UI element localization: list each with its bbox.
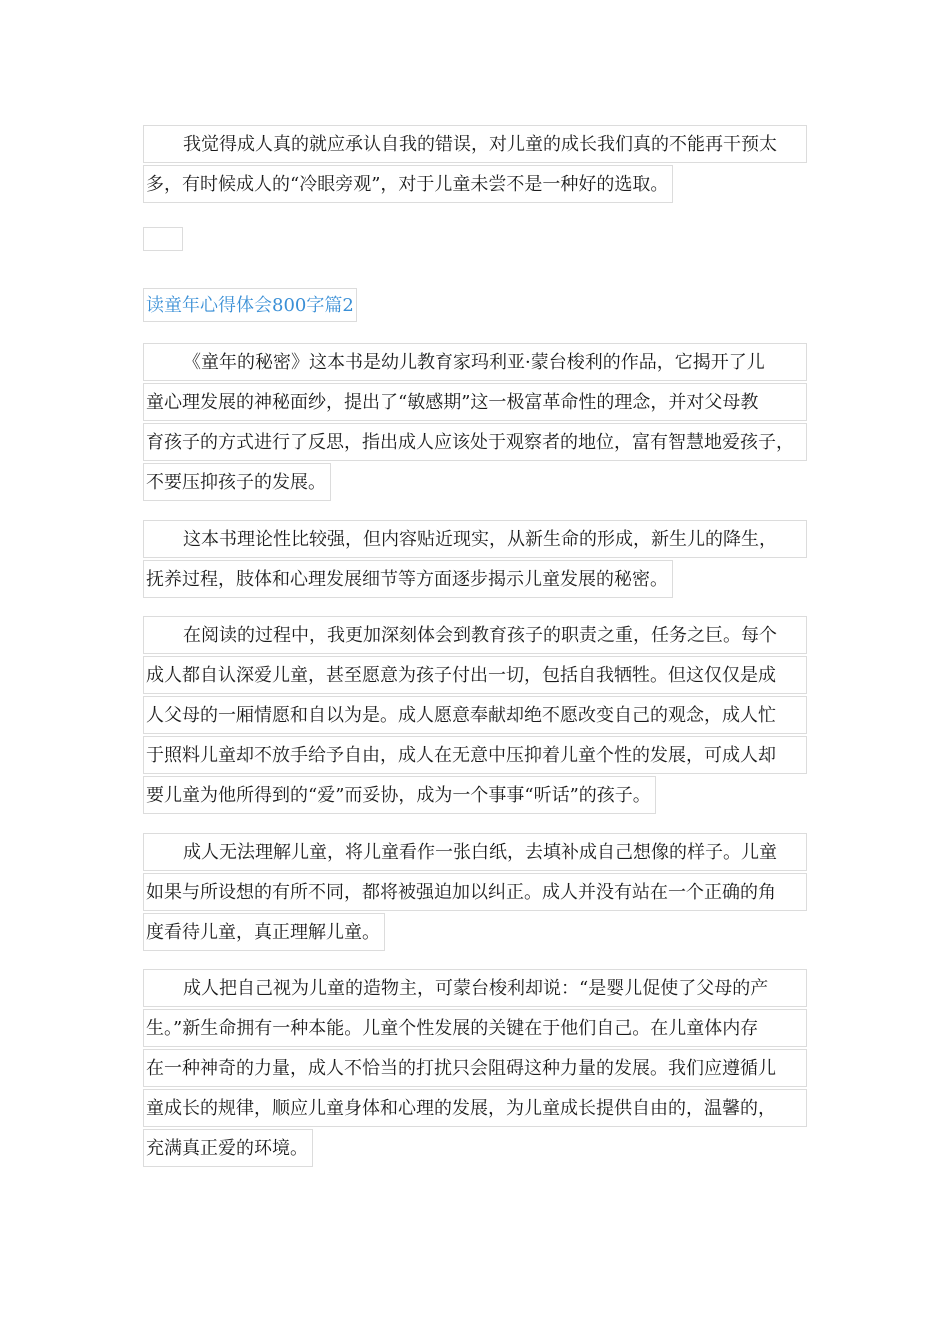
text-line: 童心理发展的神秘面纱，提出了“敏感期”这一极富革命性的理念，并对父母教 — [143, 383, 807, 421]
text-line: 充满真正爱的环境。 — [143, 1129, 313, 1167]
paragraph-5 — [143, 969, 807, 1173]
section-heading: 读童年心得体会800字篇2 — [143, 288, 357, 322]
paragraph-4 — [143, 833, 807, 957]
text-line: 生。”新生命拥有一种本能。儿童个性发展的关键在于他们自己。在儿童体内存 — [143, 1009, 807, 1047]
text-line: 我觉得成人真的就应承认自我的错误，对儿童的成长我们真的不能再干预太 — [143, 125, 807, 163]
text-line: 《童年的秘密》这本书是幼儿教育家玛利亚·蒙台梭利的作品，它揭开了儿 — [143, 343, 807, 381]
text-line: 成人把自己视为儿童的造物主，可蒙台梭利却说：“是婴儿促使了父母的产 — [143, 969, 807, 1007]
text-line: 度看待儿童，真正理解儿童。 — [143, 913, 385, 951]
paragraph-3 — [143, 616, 807, 820]
text-line: 成人都自认深爱儿童，甚至愿意为孩子付出一切，包括自我牺牲。但这仅仅是成 — [143, 656, 807, 694]
text-line: 人父母的一厢情愿和自以为是。成人愿意奉献却绝不愿改变自己的观念，成人忙 — [143, 696, 807, 734]
paragraph-2 — [143, 520, 807, 604]
text-line: 不要压抑孩子的发展。 — [143, 463, 331, 501]
text-line: 在阅读的过程中，我更加深刻体会到教育孩子的职责之重，任务之巨。每个 — [143, 616, 807, 654]
text-line: 抚养过程，肢体和心理发展细节等方面逐步揭示儿童发展的秘密。 — [143, 560, 673, 598]
text-line: 要儿童为他所得到的“爱”而妥协，成为一个事事“听话”的孩子。 — [143, 776, 656, 814]
empty-text-box — [143, 227, 183, 251]
paragraph-1 — [143, 343, 807, 507]
paragraph-intro — [143, 125, 807, 209]
text-line: 于照料儿童却不放手给予自由，成人在无意中压抑着儿童个性的发展，可成人却 — [143, 736, 807, 774]
text-line: 育孩子的方式进行了反思，指出成人应该处于观察者的地位，富有智慧地爱孩子， — [143, 423, 807, 461]
text-line: 这本书理论性比较强，但内容贴近现实，从新生命的形成，新生儿的降生， — [143, 520, 807, 558]
text-line: 成人无法理解儿童，将儿童看作一张白纸，去填补成自己想像的样子。儿童 — [143, 833, 807, 871]
text-line: 如果与所设想的有所不同，都将被强迫加以纠正。成人并没有站在一个正确的角 — [143, 873, 807, 911]
text-line: 多，有时候成人的“冷眼旁观”，对于儿童未尝不是一种好的选取。 — [143, 165, 673, 203]
text-line: 在一种神奇的力量，成人不恰当的打扰只会阻碍这种力量的发展。我们应遵循儿 — [143, 1049, 807, 1087]
text-line: 童成长的规律，顺应儿童身体和心理的发展，为儿童成长提供自由的，温馨的， — [143, 1089, 807, 1127]
